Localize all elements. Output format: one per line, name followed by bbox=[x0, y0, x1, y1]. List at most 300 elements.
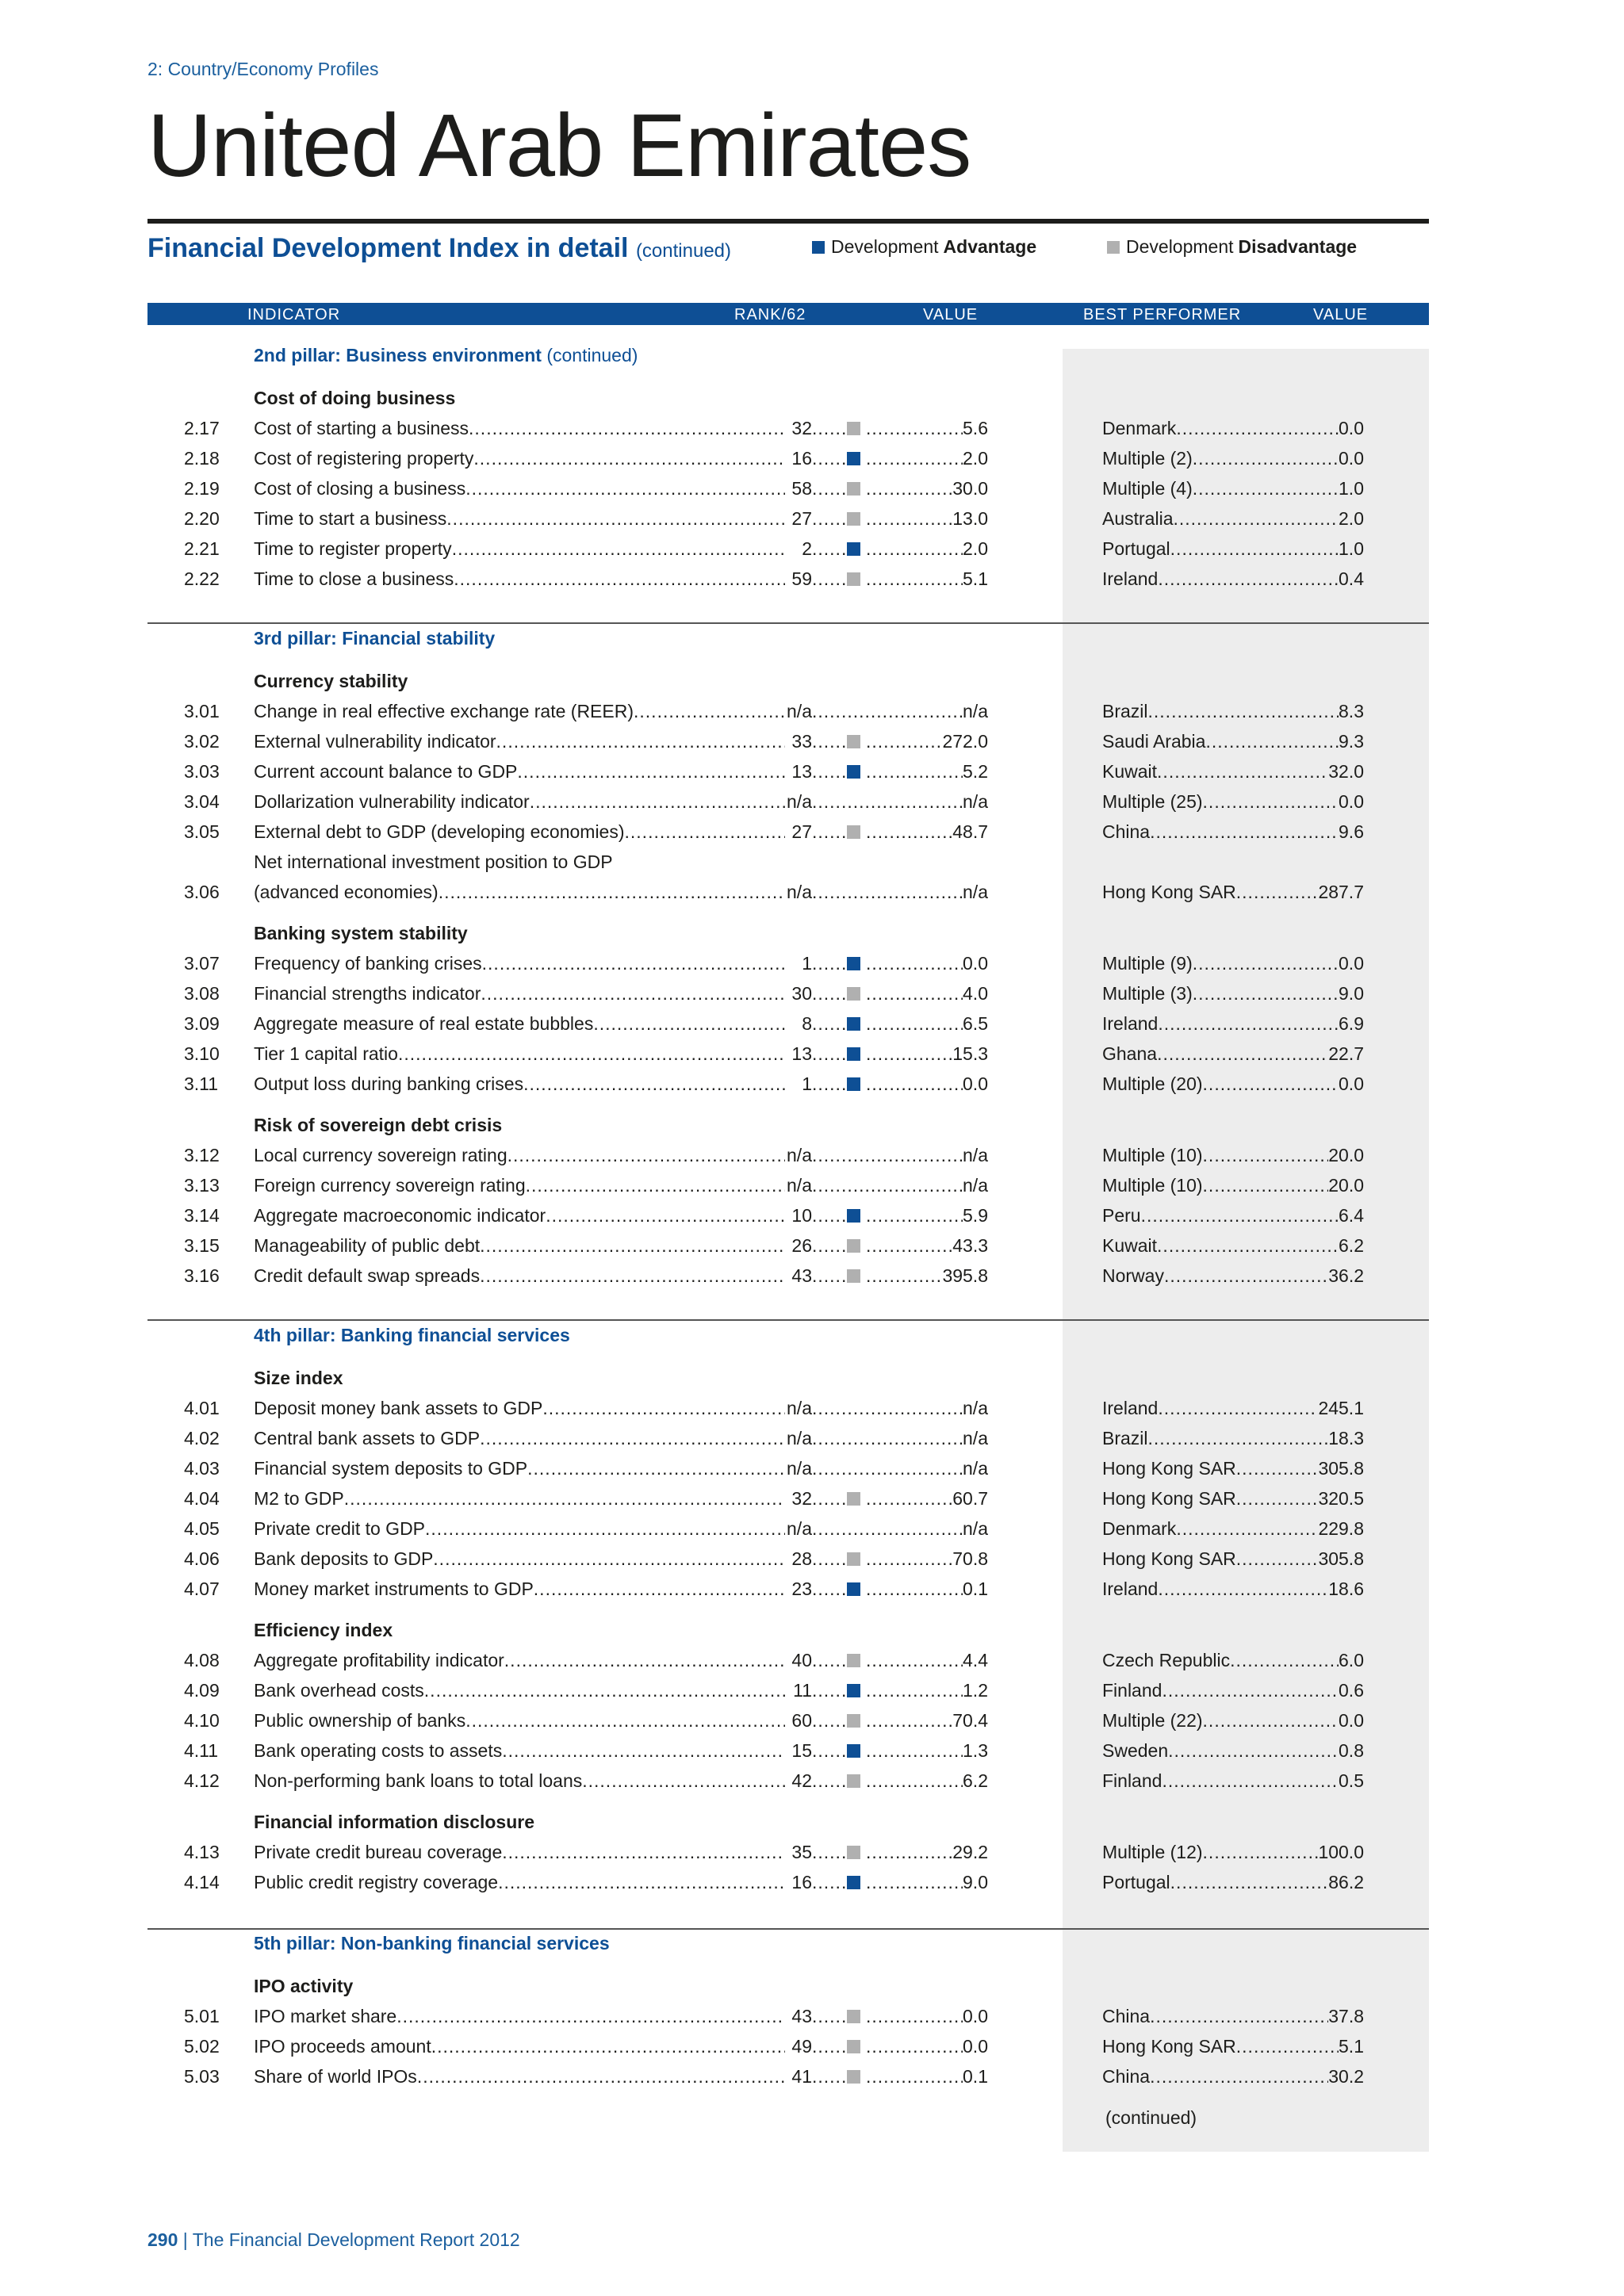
indicator-value: 15.3 bbox=[952, 1043, 988, 1064]
disadvantage-marker-icon bbox=[847, 2070, 860, 2084]
best-performer: Kuwait bbox=[1102, 761, 1158, 782]
indicator-value: n/a bbox=[963, 1145, 988, 1165]
rank-leader bbox=[812, 1710, 847, 1732]
best-performer-cell bbox=[1102, 1680, 1364, 1701]
best-performer: Multiple (20) bbox=[1102, 1073, 1203, 1094]
indicator-value: 30.0 bbox=[952, 478, 988, 499]
indicator-name: Central bank assets to GDP ..... bbox=[254, 1428, 785, 1449]
indicator-rank: 32 bbox=[791, 1488, 812, 1509]
best-performer-value: 1.0 bbox=[1339, 478, 1364, 499]
indicator-value: 395.8 bbox=[942, 1265, 988, 1286]
pillar-continued: (continued) bbox=[546, 345, 638, 365]
best-performer: Ghana bbox=[1102, 1043, 1158, 1064]
indicator-value-cell bbox=[866, 418, 988, 439]
rank-leader bbox=[812, 448, 847, 469]
rank-leader bbox=[812, 1043, 847, 1065]
indicator-name: Money market instruments to GDP ..... bbox=[254, 1578, 785, 1600]
indicator-value: 13.0 bbox=[952, 508, 988, 529]
indicator-value-cell bbox=[812, 882, 988, 903]
indicator-value-cell bbox=[812, 1175, 988, 1196]
advantage-marker-icon bbox=[847, 1876, 860, 1889]
disadvantage-marker-icon bbox=[847, 987, 860, 1001]
table-row bbox=[0, 983, 1624, 1013]
page-footer bbox=[147, 2229, 520, 2251]
header-value: VALUE bbox=[923, 306, 979, 323]
rank-leader bbox=[812, 1073, 847, 1095]
indicator-rank: n/a bbox=[787, 1175, 812, 1196]
best-performer-value: 2.0 bbox=[1339, 508, 1364, 529]
best-performer: China bbox=[1102, 2006, 1151, 2026]
group-heading: Size index bbox=[254, 1368, 343, 1388]
advantage-marker-icon bbox=[847, 1209, 860, 1223]
best-performer: China bbox=[1102, 2066, 1151, 2087]
best-performer-cell bbox=[1102, 1235, 1364, 1257]
indicator-rank: n/a bbox=[787, 1398, 812, 1418]
table-row bbox=[0, 791, 1624, 821]
indicator-value-cell bbox=[866, 2036, 988, 2057]
indicator-number: 5.01 bbox=[184, 2006, 220, 2026]
indicator-number: 4.08 bbox=[184, 1650, 220, 1670]
best-performer-cell bbox=[1102, 1013, 1364, 1035]
rank-leader bbox=[812, 418, 847, 439]
indicator-value: 9.0 bbox=[963, 1872, 988, 1892]
table-row bbox=[0, 731, 1624, 761]
indicator-rank: 11 bbox=[793, 1680, 812, 1701]
best-performer-value: 18.6 bbox=[1328, 1578, 1364, 1599]
indicator-value-cell bbox=[866, 538, 988, 560]
best-performer-cell bbox=[1102, 1398, 1364, 1419]
advantage-marker-icon bbox=[847, 1047, 860, 1061]
indicator-rank: n/a bbox=[787, 701, 812, 721]
best-performer-value: 0.0 bbox=[1339, 448, 1364, 469]
indicator-value-cell bbox=[812, 1458, 988, 1479]
indicator-value-cell bbox=[866, 568, 988, 590]
indicator-number: 3.06 bbox=[184, 882, 220, 902]
indicator-rank: 35 bbox=[791, 1842, 812, 1862]
best-performer-value: 9.3 bbox=[1339, 731, 1364, 752]
rank-leader bbox=[812, 1578, 847, 1600]
rank-leader bbox=[812, 1842, 847, 1863]
best-performer: Ireland bbox=[1102, 1013, 1159, 1034]
best-performer: Multiple (2) bbox=[1102, 448, 1193, 469]
best-performer-value: 9.0 bbox=[1339, 983, 1364, 1004]
indicator-value-cell bbox=[866, 1548, 988, 1570]
indicator-name: Private credit to GDP ..... bbox=[254, 1518, 785, 1540]
table-row bbox=[0, 568, 1624, 599]
table-row bbox=[0, 851, 1624, 912]
indicator-number: 4.14 bbox=[184, 1872, 220, 1892]
best-performer-cell bbox=[1102, 448, 1364, 469]
indicator-number: 5.03 bbox=[184, 2066, 220, 2087]
table-row bbox=[0, 821, 1624, 851]
best-performer-value: 0.5 bbox=[1339, 1770, 1364, 1791]
best-performer: Multiple (25) bbox=[1102, 791, 1203, 812]
indicator-number: 3.15 bbox=[184, 1235, 220, 1256]
indicator-number: 3.02 bbox=[184, 731, 220, 752]
indicator-value: 0.0 bbox=[963, 953, 988, 974]
best-performer: Portugal bbox=[1102, 1872, 1170, 1892]
best-performer: Brazil bbox=[1102, 701, 1148, 721]
table-row bbox=[0, 448, 1624, 478]
rank-leader bbox=[812, 1680, 847, 1701]
pillar-name: 3rd pillar: Financial stability bbox=[254, 628, 496, 649]
indicator-name: External debt to GDP (developing economies) ..... bbox=[254, 821, 785, 843]
indicator-name: Time to close a business ..... bbox=[254, 568, 785, 590]
footer-separator: | bbox=[182, 2229, 188, 2250]
indicator-value: 0.0 bbox=[963, 2006, 988, 2026]
best-performer-cell bbox=[1102, 508, 1364, 530]
disadvantage-marker-icon bbox=[847, 1492, 860, 1506]
table-row bbox=[0, 1043, 1624, 1073]
breadcrumb: 2: Country/Economy Profiles bbox=[147, 59, 379, 79]
rank-leader bbox=[812, 731, 847, 752]
indicator-number: 3.05 bbox=[184, 821, 220, 842]
indicator-value-cell bbox=[866, 1650, 988, 1671]
indicator-value: 0.0 bbox=[963, 1073, 988, 1094]
report-name: The Financial Development Report 2012 bbox=[192, 2229, 520, 2250]
indicator-number: 3.01 bbox=[184, 701, 220, 721]
best-performer-cell bbox=[1102, 821, 1364, 843]
indicator-rank: 42 bbox=[791, 1770, 812, 1791]
indicator-value-cell bbox=[866, 2006, 988, 2027]
indicator-value-cell bbox=[866, 2066, 988, 2087]
best-performer: Czech Republic bbox=[1102, 1650, 1231, 1670]
best-performer-cell bbox=[1102, 1145, 1364, 1166]
best-performer-cell bbox=[1102, 1043, 1364, 1065]
best-performer-cell bbox=[1102, 2006, 1364, 2027]
best-performer-value: 0.0 bbox=[1339, 1073, 1364, 1094]
indicator-number: 2.21 bbox=[184, 538, 220, 559]
indicator-value: 1.3 bbox=[963, 1740, 988, 1761]
indicator-number: 4.11 bbox=[184, 1740, 219, 1761]
best-performer-cell bbox=[1102, 983, 1364, 1004]
best-performer: Hong Kong SAR bbox=[1102, 882, 1236, 902]
indicator-value: 5.6 bbox=[963, 418, 988, 438]
indicator-number: 4.04 bbox=[184, 1488, 220, 1509]
best-performer-value: 20.0 bbox=[1328, 1175, 1364, 1196]
pillar-name: 2nd pillar: Business environment bbox=[254, 345, 542, 365]
indicator-name: Dollarization vulnerability indicator ..... bbox=[254, 791, 785, 813]
subtitle-text: Financial Development Index in detail bbox=[147, 233, 629, 263]
indicator-value: 60.7 bbox=[952, 1488, 988, 1509]
legend-disadvantage bbox=[1107, 236, 1357, 258]
legend-adv-word: Advantage bbox=[943, 236, 1037, 257]
disadvantage-marker-icon bbox=[847, 2010, 860, 2023]
rank-leader bbox=[812, 1265, 847, 1287]
indicator-number: 4.01 bbox=[184, 1398, 220, 1418]
indicator-rank: 49 bbox=[791, 2036, 812, 2057]
indicator-name: Public ownership of banks ..... bbox=[254, 1710, 785, 1732]
best-performer-value: 0.6 bbox=[1339, 1680, 1364, 1701]
indicator-rank: 26 bbox=[791, 1235, 812, 1256]
pillar-name: 5th pillar: Non-banking financial services bbox=[254, 1933, 610, 1954]
advantage-marker-icon bbox=[847, 1077, 860, 1091]
indicator-rank: n/a bbox=[787, 882, 812, 902]
indicator-value: 70.4 bbox=[952, 1710, 988, 1731]
best-performer-cell bbox=[1102, 478, 1364, 499]
indicator-rank: 60 bbox=[791, 1710, 812, 1731]
best-performer: Multiple (10) bbox=[1102, 1145, 1203, 1165]
advantage-marker-icon bbox=[847, 1582, 860, 1596]
best-performer-value: 0.0 bbox=[1339, 953, 1364, 974]
rank-leader bbox=[812, 1235, 847, 1257]
indicator-number: 3.03 bbox=[184, 761, 220, 782]
header-best: BEST PERFORMER bbox=[1083, 306, 1242, 323]
table-row bbox=[0, 538, 1624, 568]
group-heading: IPO activity bbox=[254, 1976, 354, 1996]
indicator-value: n/a bbox=[963, 1398, 988, 1418]
rank-leader bbox=[812, 538, 847, 560]
best-performer: Brazil bbox=[1102, 1428, 1148, 1448]
disadvantage-marker-icon bbox=[847, 572, 860, 586]
indicator-value-cell bbox=[866, 1842, 988, 1863]
table-row bbox=[0, 701, 1624, 731]
best-performer-cell bbox=[1102, 1578, 1364, 1600]
legend-adv-prefix: Development bbox=[831, 236, 939, 257]
table-row bbox=[0, 478, 1624, 508]
rank-leader bbox=[812, 1205, 847, 1226]
best-performer-value: 37.8 bbox=[1328, 2006, 1364, 2026]
table-row bbox=[0, 1710, 1624, 1740]
indicator-value: 4.0 bbox=[963, 983, 988, 1004]
best-performer: Multiple (3) bbox=[1102, 983, 1193, 1004]
indicator-rank: 1 bbox=[802, 1073, 812, 1094]
indicator-rank: 1 bbox=[802, 953, 812, 974]
indicator-value-cell bbox=[866, 1488, 988, 1510]
indicator-number: 4.07 bbox=[184, 1578, 220, 1599]
disadvantage-marker-icon bbox=[847, 2040, 860, 2053]
indicator-name: Current account balance to GDP ..... bbox=[254, 761, 785, 783]
indicator-value-cell bbox=[866, 761, 988, 783]
indicator-rank: 13 bbox=[791, 761, 812, 782]
table-row bbox=[0, 1740, 1624, 1770]
best-performer-cell bbox=[1102, 538, 1364, 560]
best-performer: Ireland bbox=[1102, 568, 1159, 589]
table-row bbox=[0, 508, 1624, 538]
advantage-marker-icon bbox=[847, 1684, 860, 1697]
best-performer-value: 229.8 bbox=[1318, 1518, 1364, 1539]
table-row bbox=[0, 1680, 1624, 1710]
rank-leader bbox=[812, 2066, 847, 2087]
indicator-name: Tier 1 capital ratio ..... bbox=[254, 1043, 785, 1065]
indicator-name: Time to start a business ..... bbox=[254, 508, 785, 530]
rank-leader bbox=[812, 568, 847, 590]
title-rule bbox=[147, 219, 1429, 224]
best-performer-cell bbox=[1102, 1458, 1364, 1479]
best-performer: Multiple (9) bbox=[1102, 953, 1193, 974]
pillar-separator bbox=[147, 622, 1429, 624]
table-row bbox=[0, 1842, 1624, 1872]
indicator-rank: n/a bbox=[787, 791, 812, 812]
best-performer: Multiple (12) bbox=[1102, 1842, 1203, 1862]
table-row bbox=[0, 953, 1624, 983]
best-performer-cell bbox=[1102, 1073, 1364, 1095]
indicator-number: 3.08 bbox=[184, 983, 220, 1004]
section-subtitle bbox=[147, 233, 731, 264]
indicator-value: 2.0 bbox=[963, 538, 988, 559]
indicator-name: Bank operating costs to assets ..... bbox=[254, 1740, 785, 1762]
indicator-rank: n/a bbox=[787, 1145, 812, 1165]
indicator-name: Aggregate macroeconomic indicator ..... bbox=[254, 1205, 785, 1226]
indicator-value-cell bbox=[866, 478, 988, 499]
indicator-value: 29.2 bbox=[952, 1842, 988, 1862]
indicator-name: IPO market share ..... bbox=[254, 2006, 785, 2027]
disadvantage-marker-icon bbox=[847, 1239, 860, 1253]
indicator-value-cell bbox=[812, 1518, 988, 1540]
indicator-name: Cost of registering property ..... bbox=[254, 448, 785, 469]
indicator-number: 4.09 bbox=[184, 1680, 220, 1701]
best-performer-value: 5.1 bbox=[1339, 2036, 1364, 2057]
table-row bbox=[0, 1650, 1624, 1680]
best-performer: Finland bbox=[1102, 1680, 1162, 1701]
indicator-value-cell bbox=[866, 1013, 988, 1035]
indicator-number: 4.12 bbox=[184, 1770, 220, 1791]
indicator-value-cell bbox=[866, 1770, 988, 1792]
indicator-name: Financial strengths indicator ..... bbox=[254, 983, 785, 1004]
indicator-rank: 27 bbox=[791, 821, 812, 842]
indicator-value-cell bbox=[866, 1073, 988, 1095]
best-performer-cell bbox=[1102, 418, 1364, 439]
best-performer-cell bbox=[1102, 882, 1364, 903]
indicator-value-cell bbox=[866, 821, 988, 843]
indicator-name: Cost of closing a business ..... bbox=[254, 478, 785, 499]
group-heading: Risk of sovereign debt crisis bbox=[254, 1115, 503, 1135]
indicator-number: 3.12 bbox=[184, 1145, 220, 1165]
indicator-name: Local currency sovereign rating ..... bbox=[254, 1145, 785, 1166]
best-performer: Ireland bbox=[1102, 1398, 1159, 1418]
indicator-number: 3.07 bbox=[184, 953, 220, 974]
table-row bbox=[0, 1175, 1624, 1205]
indicator-number: 4.03 bbox=[184, 1458, 220, 1479]
best-performer-cell bbox=[1102, 1175, 1364, 1196]
indicator-name: Financial system deposits to GDP ..... bbox=[254, 1458, 785, 1479]
best-performer: Multiple (10) bbox=[1102, 1175, 1203, 1196]
indicator-name: Non-performing bank loans to total loans ..... bbox=[254, 1770, 785, 1792]
best-performer-cell bbox=[1102, 2036, 1364, 2057]
table-row bbox=[0, 2006, 1624, 2036]
indicator-value: 5.2 bbox=[963, 761, 988, 782]
indicator-number: 3.13 bbox=[184, 1175, 220, 1196]
indicator-name: Bank deposits to GDP ..... bbox=[254, 1548, 785, 1570]
indicator-value: 6.5 bbox=[963, 1013, 988, 1034]
indicator-value: n/a bbox=[963, 1458, 988, 1479]
indicator-rank: 30 bbox=[791, 983, 812, 1004]
indicator-name: IPO proceeds amount ..... bbox=[254, 2036, 785, 2057]
legend-advantage bbox=[812, 236, 1036, 258]
indicator-number: 4.06 bbox=[184, 1548, 220, 1569]
indicator-rank: n/a bbox=[787, 1518, 812, 1539]
best-performer-cell bbox=[1102, 1710, 1364, 1732]
best-performer-value: 9.6 bbox=[1339, 821, 1364, 842]
indicator-number: 4.05 bbox=[184, 1518, 220, 1539]
table-row bbox=[0, 418, 1624, 448]
rank-leader bbox=[812, 508, 847, 530]
header-rank: RANK/62 bbox=[734, 306, 806, 323]
indicator-name: Output loss during banking crises ..... bbox=[254, 1073, 785, 1095]
best-performer: China bbox=[1102, 821, 1151, 842]
legend-dis-word: Disadvantage bbox=[1238, 236, 1358, 257]
group-heading: Banking system stability bbox=[254, 923, 468, 943]
indicator-value: 48.7 bbox=[952, 821, 988, 842]
best-performer-cell bbox=[1102, 1205, 1364, 1226]
header-best-value: VALUE bbox=[1313, 306, 1369, 323]
disadvantage-marker-icon bbox=[847, 825, 860, 839]
best-performer-value: 32.0 bbox=[1328, 761, 1364, 782]
indicator-value: n/a bbox=[963, 1175, 988, 1196]
best-performer-value: 320.5 bbox=[1318, 1488, 1364, 1509]
rank-leader bbox=[812, 2036, 847, 2057]
indicator-rank: 27 bbox=[791, 508, 812, 529]
indicator-value-cell bbox=[812, 791, 988, 813]
best-performer-value: 0.4 bbox=[1339, 568, 1364, 589]
disadvantage-marker-icon bbox=[847, 482, 860, 496]
table-row bbox=[0, 2036, 1624, 2066]
best-performer-cell bbox=[1102, 1650, 1364, 1671]
best-performer-cell bbox=[1102, 1265, 1364, 1287]
indicator-number: 4.13 bbox=[184, 1842, 220, 1862]
table-row bbox=[0, 1398, 1624, 1428]
indicator-value: n/a bbox=[963, 1518, 988, 1539]
indicator-name: (advanced economies) ..... bbox=[254, 882, 785, 903]
table-row bbox=[0, 1458, 1624, 1488]
indicator-rank: 40 bbox=[791, 1650, 812, 1670]
best-performer-value: 305.8 bbox=[1318, 1548, 1364, 1569]
indicator-rank: 58 bbox=[791, 478, 812, 499]
table-row bbox=[0, 1488, 1624, 1518]
indicator-rank: 16 bbox=[791, 1872, 812, 1892]
indicator-value: 0.0 bbox=[963, 2036, 988, 2057]
best-performer-value: 18.3 bbox=[1328, 1428, 1364, 1448]
indicator-value-cell bbox=[812, 1428, 988, 1449]
group-heading: Currency stability bbox=[254, 671, 408, 691]
indicator-value-cell bbox=[866, 1740, 988, 1762]
best-performer-value: 305.8 bbox=[1318, 1458, 1364, 1479]
header-indicator: INDICATOR bbox=[247, 306, 341, 323]
best-performer: Sweden bbox=[1102, 1740, 1169, 1761]
indicator-value: 0.1 bbox=[963, 1578, 988, 1599]
indicator-rank: 59 bbox=[791, 568, 812, 589]
indicator-name: Aggregate measure of real estate bubbles ..... bbox=[254, 1013, 785, 1035]
pillar-heading bbox=[254, 628, 495, 649]
indicator-name: Public credit registry coverage ..... bbox=[254, 1872, 785, 1893]
best-performer-cell bbox=[1102, 1770, 1364, 1792]
best-performer-value: 6.9 bbox=[1339, 1013, 1364, 1034]
indicator-value-cell bbox=[866, 953, 988, 974]
best-performer: Peru bbox=[1102, 1205, 1141, 1226]
indicator-value: 6.2 bbox=[963, 1770, 988, 1791]
indicator-number: 2.17 bbox=[184, 418, 220, 438]
best-performer-value: 245.1 bbox=[1318, 1398, 1364, 1418]
rank-leader bbox=[812, 821, 847, 843]
page-title: United Arab Emirates bbox=[147, 96, 971, 195]
indicator-rank: 2 bbox=[802, 538, 812, 559]
indicator-rank: 8 bbox=[802, 1013, 812, 1034]
best-performer-cell bbox=[1102, 1842, 1364, 1863]
table-row bbox=[0, 1428, 1624, 1458]
indicator-rank: 33 bbox=[791, 731, 812, 752]
best-performer-value: 0.0 bbox=[1339, 1710, 1364, 1731]
table-header bbox=[147, 303, 1429, 325]
best-performer: Multiple (4) bbox=[1102, 478, 1193, 499]
indicator-rank: 23 bbox=[791, 1578, 812, 1599]
indicator-number: 2.20 bbox=[184, 508, 220, 529]
group-heading: Cost of doing business bbox=[254, 388, 456, 408]
indicator-value: 5.1 bbox=[963, 568, 988, 589]
indicator-number: 2.18 bbox=[184, 448, 220, 469]
indicator-rank: 16 bbox=[791, 448, 812, 469]
indicator-value: 272.0 bbox=[942, 731, 988, 752]
indicator-rank: n/a bbox=[787, 1428, 812, 1448]
